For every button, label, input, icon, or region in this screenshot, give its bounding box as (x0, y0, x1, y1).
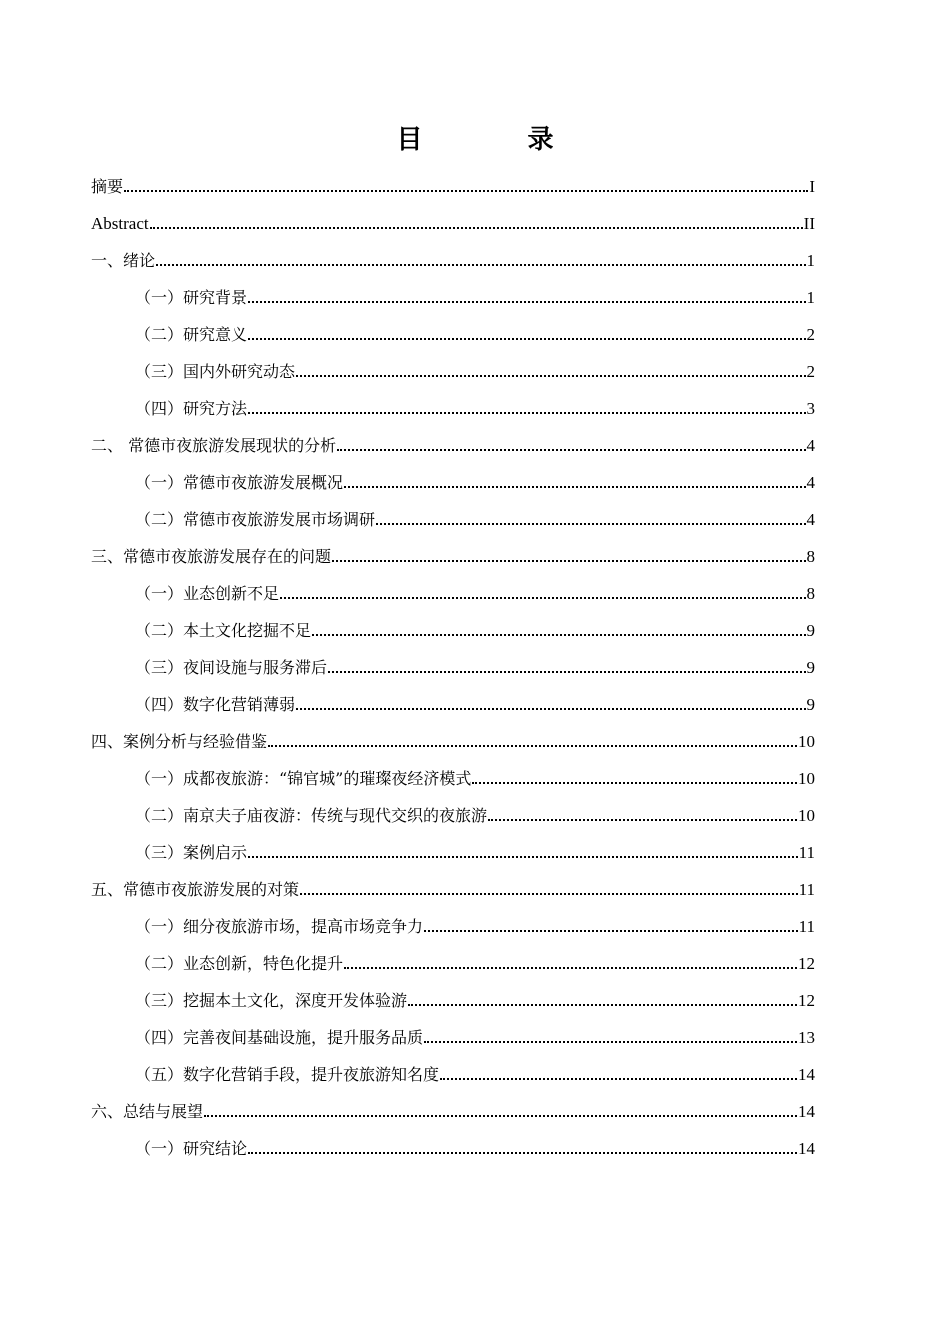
toc-entry-label: 六、总结与展望 (91, 1102, 204, 1121)
toc-page-number: 9 (806, 695, 815, 714)
toc-page-number: 10 (798, 806, 815, 825)
toc-dot-leader (344, 486, 805, 488)
toc-page-number: 14 (798, 1065, 815, 1084)
toc-page-number: 8 (806, 584, 815, 603)
toc-dot-leader (344, 967, 797, 969)
toc-page-number: 10 (798, 732, 815, 751)
toc-entry-label: （四）研究方法 (135, 399, 248, 418)
toc-dot-leader (248, 856, 798, 858)
toc-page-number: 9 (806, 658, 815, 677)
toc-dot-leader (332, 560, 805, 562)
toc-entry-subsection[interactable] (91, 1122, 815, 1159)
toc-page-number: 4 (806, 436, 815, 455)
toc-dot-leader (248, 412, 805, 414)
toc-dot-leader (328, 671, 805, 673)
toc-page-number: 3 (806, 399, 815, 418)
toc-entry-subsection[interactable] (91, 826, 815, 863)
toc-page-number: 1 (806, 251, 815, 270)
toc-entry-subsection[interactable] (91, 308, 815, 345)
toc-entry-label: （一）细分夜旅游市场，提高市场竞争力 (135, 917, 424, 936)
toc-entry-label: （二）南京夫子庙夜游：传统与现代交织的夜旅游 (135, 806, 488, 825)
toc-entry-label: （五）数字化营销手段，提升夜旅游知名度 (135, 1065, 440, 1084)
toc-page-number: I (809, 177, 815, 196)
toc-page-number: 14 (798, 1102, 815, 1121)
toc-entry-label: 二、 常德市夜旅游发展现状的分析 (91, 436, 337, 455)
toc-entry-label: （四）数字化营销薄弱 (135, 695, 296, 714)
toc-dot-leader (124, 190, 808, 192)
toc-entry-subsection[interactable] (91, 271, 815, 308)
toc-entry-label: （二）研究意义 (135, 325, 248, 344)
toc-entry-label: 三、常德市夜旅游发展存在的问题 (91, 547, 332, 566)
toc-entry-subsection[interactable] (91, 1011, 815, 1048)
toc-entry-subsection[interactable] (91, 752, 815, 789)
toc-page-number: 12 (798, 954, 815, 973)
toc-entry-subsection[interactable] (91, 678, 815, 715)
toc-entry-subsection[interactable] (91, 974, 815, 1011)
toc-entry-label: 摘要 (91, 177, 124, 196)
toc-dot-leader (337, 449, 805, 451)
toc-entry-label: （一）业态创新不足 (135, 584, 280, 603)
toc-page-number: 8 (806, 547, 815, 566)
toc-entry-section[interactable] (91, 419, 815, 456)
toc-entry-label: （一）研究背景 (135, 288, 248, 307)
page-title: 目 录 (396, 125, 602, 155)
toc-entry-label: （二）业态创新，特色化提升 (135, 954, 344, 973)
toc-entry-subsection[interactable] (91, 456, 815, 493)
toc-entry-label: （三）挖掘本土文化，深度开发体验游 (135, 991, 408, 1010)
toc-entry-label: Abstract (91, 214, 149, 233)
toc-page-number: 2 (806, 325, 815, 344)
toc-entry-label: （一）研究结论 (135, 1139, 248, 1158)
toc-dot-leader (472, 782, 797, 784)
toc-entry-label: （四）完善夜间基础设施，提升服务品质 (135, 1028, 424, 1047)
toc-dot-leader (440, 1078, 797, 1080)
toc-entry-subsection[interactable] (91, 641, 815, 678)
toc-entry-subsection[interactable] (91, 382, 815, 419)
toc-entry-section[interactable] (91, 530, 815, 567)
toc-dot-leader (424, 1041, 797, 1043)
toc-dot-leader (296, 708, 805, 710)
toc-entry-label: （一）常德市夜旅游发展概况 (135, 473, 344, 492)
toc-entry-label: （三）国内外研究动态 (135, 362, 296, 381)
table-of-contents (91, 160, 815, 1159)
toc-dot-leader (408, 1004, 797, 1006)
toc-dot-leader (204, 1115, 797, 1117)
toc-entry-subsection[interactable] (91, 493, 815, 530)
toc-dot-leader (268, 745, 797, 747)
toc-entry-subsection[interactable] (91, 937, 815, 974)
toc-dot-leader (248, 1152, 797, 1154)
toc-page-number: 14 (798, 1139, 815, 1158)
toc-entry-section[interactable] (91, 160, 815, 197)
toc-entry-label: 四、案例分析与经验借鉴 (91, 732, 268, 751)
toc-entry-section[interactable] (91, 234, 815, 271)
toc-entry-label: 五、常德市夜旅游发展的对策 (91, 880, 300, 899)
toc-page-number: 9 (806, 621, 815, 640)
toc-entry-section[interactable] (91, 197, 815, 234)
toc-dot-leader (376, 523, 805, 525)
toc-entry-label: （三）夜间设施与服务滞后 (135, 658, 328, 677)
toc-page-number: 2 (806, 362, 815, 381)
toc-entry-label: （二）常德市夜旅游发展市场调研 (135, 510, 376, 529)
toc-page-number: 11 (798, 880, 815, 899)
toc-dot-leader (280, 597, 805, 599)
toc-dot-leader (488, 819, 797, 821)
toc-entry-section[interactable] (91, 715, 815, 752)
toc-entry-label: 一、绪论 (91, 251, 156, 270)
toc-dot-leader (150, 227, 803, 229)
toc-dot-leader (156, 264, 805, 266)
toc-dot-leader (248, 301, 805, 303)
toc-entry-subsection[interactable] (91, 900, 815, 937)
toc-page-number: 12 (798, 991, 815, 1010)
toc-page-number: 11 (798, 917, 815, 936)
toc-page-number: 10 (798, 769, 815, 788)
toc-page-number: 4 (806, 473, 815, 492)
toc-page-number: 13 (798, 1028, 815, 1047)
toc-entry-subsection[interactable] (91, 1048, 815, 1085)
toc-entry-subsection[interactable] (91, 567, 815, 604)
toc-dot-leader (424, 930, 798, 932)
toc-entry-subsection[interactable] (91, 345, 815, 382)
toc-entry-subsection[interactable] (91, 789, 815, 826)
toc-page-number: II (803, 214, 815, 233)
toc-dot-leader (248, 338, 805, 340)
toc-dot-leader (296, 375, 805, 377)
toc-entry-subsection[interactable] (91, 604, 815, 641)
toc-dot-leader (300, 893, 798, 895)
toc-entry-label: （一）成都夜旅游：“锦官城”的璀璨夜经济模式 (135, 769, 472, 788)
toc-page-number: 1 (806, 288, 815, 307)
toc-page-number: 11 (798, 843, 815, 862)
toc-dot-leader (312, 634, 805, 636)
toc-entry-label: （三）案例启示 (135, 843, 248, 862)
toc-entry-section[interactable] (91, 863, 815, 900)
toc-entry-section[interactable] (91, 1085, 815, 1122)
toc-entry-label: （二）本土文化挖掘不足 (135, 621, 312, 640)
toc-page-number: 4 (806, 510, 815, 529)
